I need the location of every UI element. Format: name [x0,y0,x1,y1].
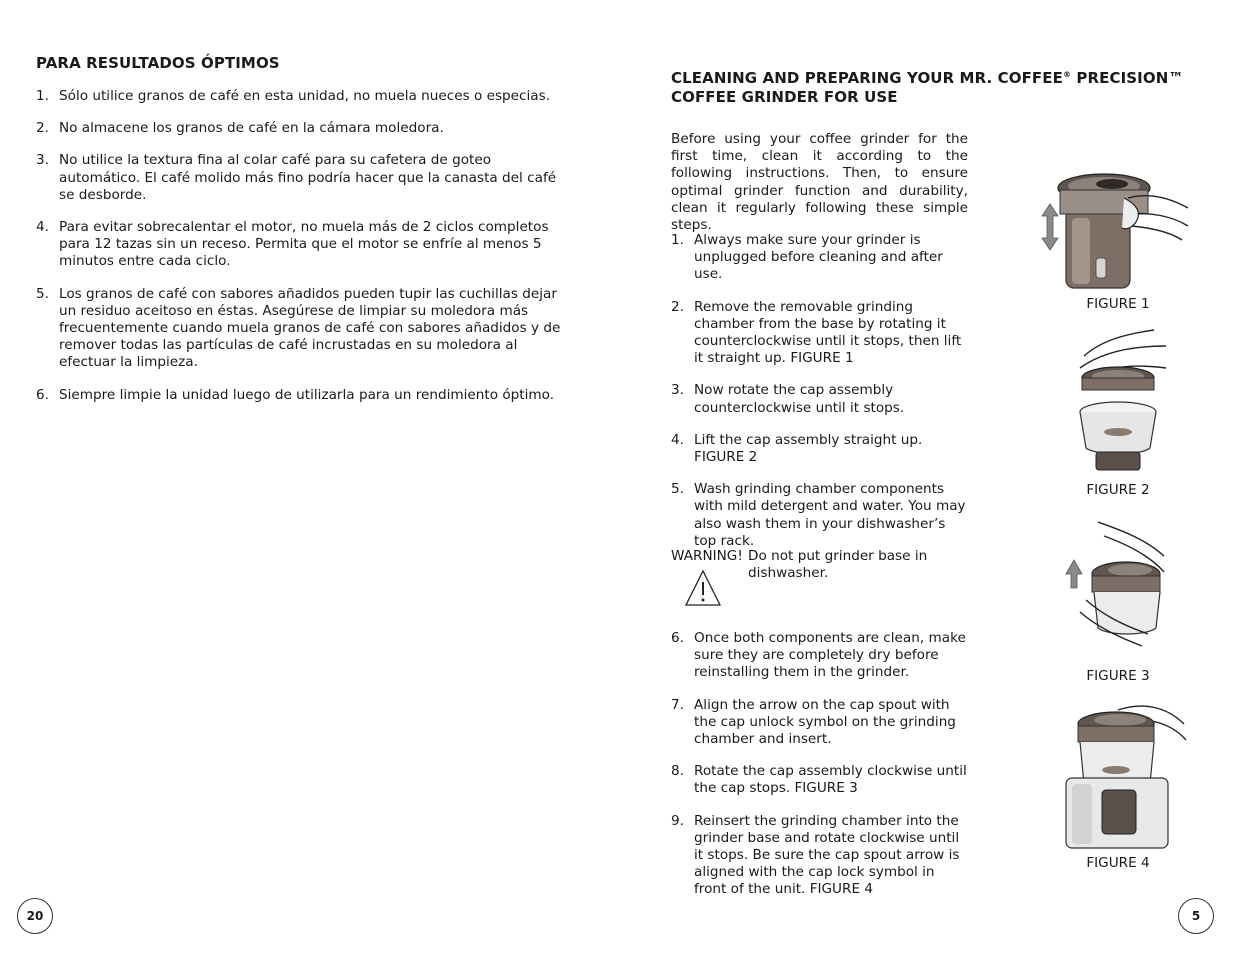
warning-triangle-icon [684,568,722,608]
list-item: 6. Once both components are clean, make sure they are completely dry before reinstalling them in the grinder. [671,630,966,681]
list-item: 1. Always make sure your grinder is unplugged before cleaning and after use. [671,232,943,283]
list-item: 9. Reinsert the grinding chamber into the grinder base and rotate clockwise until it stops. Be sure the cap spout arrow is aligned with the cap lock symbol in front of the unit. FIGURE 4 [671,812,960,898]
figure-1-caption: FIGURE 1 [1086,296,1150,312]
figure-3-illustration [1060,516,1170,656]
list-item: 2. Remove the removable grinding chamber from the base by rotating it counterclockwise until it stops, then lift it straight up. FIGURE 1 [671,298,962,367]
page-number-right: 5 [1178,898,1214,934]
cleaning-steps-list-b [671,630,971,914]
figure-4-illustration [1062,700,1188,850]
right-page-heading: CLEANING AND PREPARING YOUR MR. COFFEE® PRECISION™ COFFEE GRINDER FOR USE [671,69,1184,106]
list-item: 4. Lift the cap assembly straight up. FIGURE 2 [671,431,923,466]
list-item: 6. Siempre limpie la unidad luego de utilizarla para un rendimiento óptimo. [36,386,555,403]
page-number-left: 20 [17,898,53,934]
list-item: 5. Wash grinding chamber components with mild detergent and water. You may also wash them in your dishwasher’s top rack. [671,481,966,549]
figure-2-caption: FIGURE 2 [1086,482,1150,498]
figure-4-caption: FIGURE 4 [1086,855,1150,871]
left-tips-list [36,88,566,419]
intro-paragraph: Before using your coffee grinder for the first time, clean it according to the following instructions. Then, to ensure optimal grinder function and durability, clean it regularly following these simple steps. [671,131,968,234]
warning-text: Do not put grinder base in dishwasher. [748,548,928,582]
list-item: 1. Sólo utilice granos de café en esta unidad, no muela nueces o especias. [36,88,551,104]
list-item: 5. Los granos de café con sabores añadidos pueden tupir las cuchillas dejar un residuo aceitoso en éstas. Asegúrese de limpiar su moledora más frecuentemente cuando muela granos de café con sabores añadidos y de remover todas las partículas de café incrustadas en su moledora al efectuar la limpieza. [36,285,561,371]
figure-1-illustration [1032,168,1192,290]
list-item: 8. Rotate the cap assembly clockwise until the cap stops. FIGURE 3 [671,763,967,797]
list-item: 4. Para evitar sobrecalentar el motor, no muela más de 2 ciclos completos para 12 tazas sin un receso. Permita que el motor se enfríe al menos 5 minutos entre cada ciclo. [36,219,549,270]
warning-label: WARNING! [671,548,743,564]
list-item: 7. Align the arrow on the cap spout with the cap unlock symbol on the grinding chamber and insert. [671,696,956,748]
list-item: 3. Now rotate the cap assembly counterclockwise until it stops. [671,382,905,416]
figure-3-caption: FIGURE 3 [1086,668,1150,684]
left-page-heading: PARA RESULTADOS ÓPTIMOS [36,54,280,72]
list-item: 2. No almacene los granos de café en la cámara moledora. [36,120,444,137]
list-item: 3. No utilice la textura fina al colar café para su cafetera de goteo automático. El café molido más fino podría hacer que la canasta del café se desborde. [36,152,557,203]
figure-2-illustration [1072,328,1172,474]
cleaning-steps-list-a [671,232,971,565]
